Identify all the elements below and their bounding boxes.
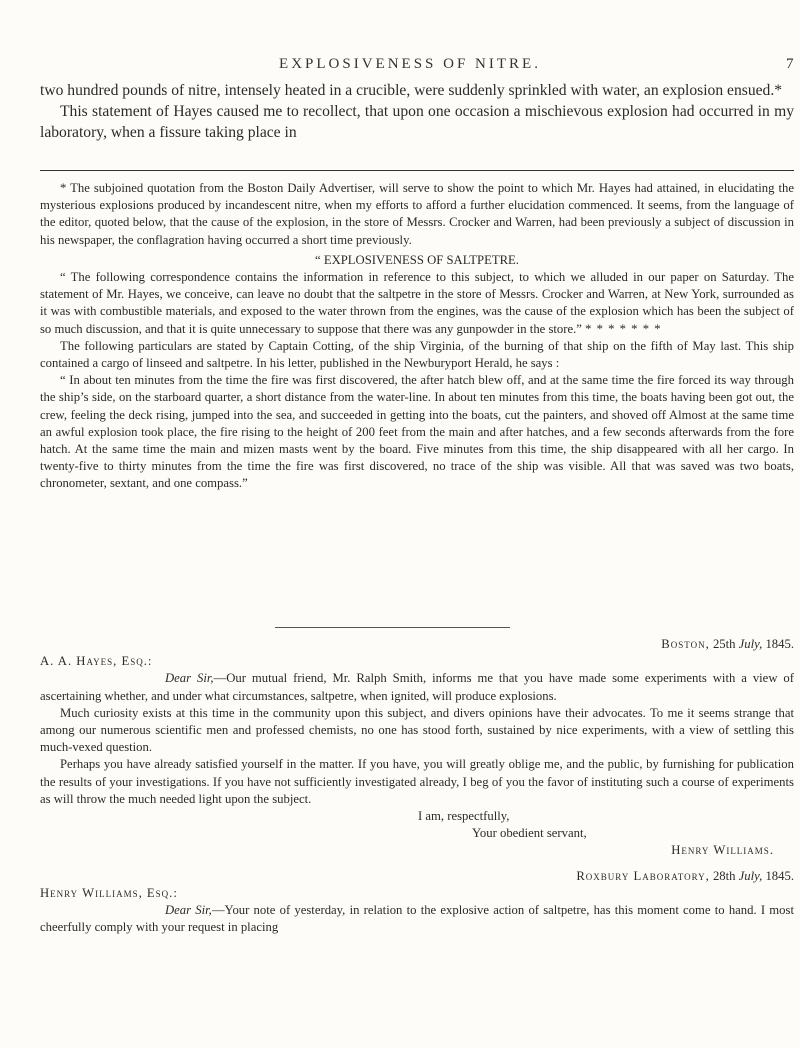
- page-number: 7: [786, 56, 794, 72]
- running-header: EXPLOSIVENESS OF NITRE.: [279, 56, 541, 72]
- footnote-quote-paragraph-1: [40, 269, 794, 338]
- footnote: [40, 180, 794, 493]
- letter1-opening: [40, 670, 794, 704]
- letter2-place: Roxbury Laboratory,: [576, 868, 710, 883]
- letter2-opening: [40, 902, 794, 936]
- letter-divider: [275, 627, 510, 628]
- letter2-month: July,: [738, 868, 763, 883]
- footnote-divider: [40, 170, 794, 171]
- letter1-closing-1: I am, respectfully,: [418, 809, 510, 824]
- letter2-salutation: Dear Sir,: [165, 903, 212, 918]
- ellipsis-stars: * * * * * * *: [585, 321, 662, 336]
- letter1-date: 25th: [712, 637, 736, 651]
- footnote-quote-heading: “ EXPLOSIVENESS OF SALTPETRE.: [315, 252, 519, 267]
- letter2-addressee: Henry Williams, Esq.:: [40, 885, 178, 900]
- letter2-body-1: —Your note of yesterday, in relation to the explosive action of saltpetre, has this moment come to hand. I most cheerfully comply with your request in placing: [40, 903, 794, 935]
- footnote-quote-1: “ The following correspondence contains the information in reference to this subject, to which we alluded in our paper on Saturday. The statement of Mr. Hayes, we conceive, can leave no doubt that the saltpetre in the store of Messrs. Crocker and Warren, at New York, surrounded as it was with combustible materials, and exposed to the water thrown from the engines, was the cause of the explosion which has been the subject of so much discussion, and that it is quite unnecessary to suppose that there was any gunpowder in the store.”: [40, 270, 794, 336]
- letter1-dateline: [40, 636, 794, 653]
- footnote-quote-3: “ In about ten minutes from the time the fire was first discovered, the after hatch blew off, and at the same time the fire forced its way through the ship’s side, on the starboard quarter, a short distance from the water-line. In about ten minutes from this time, the boats having been got out, the crew, feeling the deck rising, jumped into the sea, and succeeded in getting into the boats, cut the painters, and shoved off Almost at the same time an awful explosion took place, the fire rising to the height of 200 feet from the main and after hatches, and a few seconds afterwards from the fore hatch. At the same time the main and mizen masts went by the board. Five minutes from this time, the ship disappeared with all her cargo. In twenty-five to thirty minutes from the time the fire was first discovered, no trace of the ship was visible. All that was saved was two boats, chronometer, sextant, and one compass.”: [40, 373, 794, 491]
- letter1-closing-2: Your obedient servant,: [472, 826, 587, 841]
- main-body: [40, 80, 794, 143]
- letter1-year: 1845.: [765, 637, 794, 651]
- footnote-quote-2: The following particulars are stated by Captain Cotting, of the ship Virginia, of the burning of that ship on the fifth of May last. This ship contained a cargo of linseed and saltpetre. In his letter, published in the Newburyport Herald, he says :: [40, 338, 794, 371]
- main-paragraph-1: two hundred pounds of nitre, intensely heated in a crucible, were suddenly sprinkled with water, an explosion ensued.*: [40, 82, 783, 99]
- letter2-date: 28th: [712, 868, 736, 883]
- letter1-month: July,: [738, 637, 763, 651]
- letter2-year: 1845.: [765, 868, 794, 883]
- letter1-signature: Henry Williams.: [671, 843, 774, 858]
- footnote-intro: * The subjoined quotation from the Boston Daily Advertiser, will serve to show the point to which Mr. Hayes had attained, in elucidating the mysterious explosions produced by incandescent nitre, when my efforts to afford a further elucidation commenced. It seems, from the language of the editor, quoted below, that the cause of the explosion, in the store of Messrs. Crocker and Warren, had been previously a subject of discussion in his newspaper, the conflagration having occurred a short time previously.: [40, 181, 794, 247]
- main-paragraph-2: This statement of Hayes caused me to recollect, that upon one occasion a mischievous explosion had occurred in my laboratory, when a fissure taking place in: [40, 103, 794, 141]
- letter1-addressee: A. A. Hayes, Esq.:: [40, 654, 153, 669]
- letter1-place: Boston,: [661, 637, 710, 651]
- letter1-salutation: Dear Sir,: [165, 671, 214, 686]
- letter1-body-3: Perhaps you have already satisfied yourself in the matter. If you have, you will greatly oblige me, and the public, by furnishing for publication the results of your investigations. If you have not sufficiently investigated already, I beg of you the favor of instituting such a course of experiments as will throw the much needed light upon the subject.: [40, 757, 794, 806]
- letter1-body-1: —Our mutual friend, Mr. Ralph Smith, informs me that you have made some experiments with a view of ascertaining whether, and under what circumstances, saltpetre, when ignited, will produce explosions.: [40, 671, 794, 703]
- correspondence: [40, 636, 794, 936]
- letter2-dateline: [40, 868, 794, 885]
- letter1-body-2: Much curiosity exists at this time in the community upon this subject, and divers opinions have their advocates. To me it seems strange that among our numerous scientific men and professed chemists, no one has stood forth, sustained by nice experiments, with a view of settling this much-vexed question.: [40, 705, 794, 755]
